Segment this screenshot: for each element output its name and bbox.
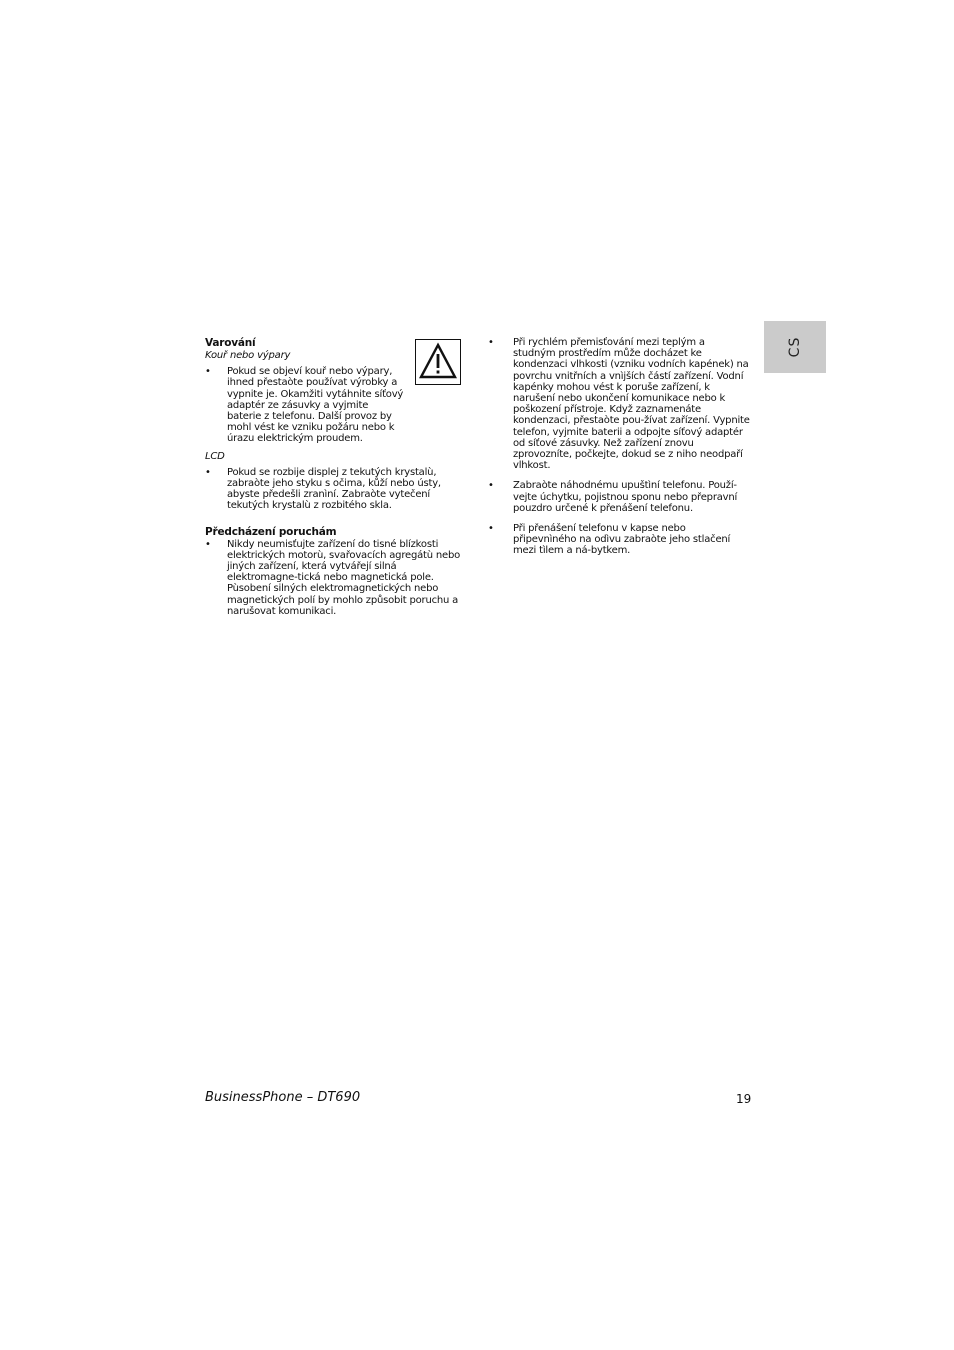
language-tab — [764, 321, 826, 373]
prevention-heading: Předcházení poruchám — [205, 525, 337, 538]
left-column — [205, 337, 465, 623]
smoke-list — [205, 366, 465, 444]
lcd-subheading: LCD — [205, 450, 225, 462]
page-number: 19 — [736, 1092, 752, 1106]
right-column — [488, 337, 750, 566]
right-list — [488, 337, 750, 557]
list-item: • Nikdy neumisťujte zařízení do tisné blízkosti elektrických motorù, svařovacích agregátù nebo jiných zařízení, která vytvářejí silná elektromagne-tická nebo magnetická pole. Pùsobení silných elektromagnetických nebo magnetických polí by mohlo způsobit poruchu a narušovat komunikaci. — [205, 539, 465, 617]
warning-heading: Varování — [205, 337, 256, 349]
lcd-list — [205, 467, 465, 512]
list-item: • Při rychlém přemisťování mezi teplým a studným prostředím může docházet ke kondenzaci vlhkosti (vzniku vodních kapének) na povrchu vnitřních a vnìjších částí zařízení. Vodní kapénky mohou vést k poruše zařízení, k narušení nebo ukončení komunikace nebo k poškození přístroje. Když zaznamenáte kondenzaci, přestaòte pou-žívat zařízení. Vypnite telefon, vyjmite baterii a odpojte síťový adaptér od síťové zásuvky. Než zařízení znovu zprovozníte, počkejte, dokud se z niho neodpaří vlhkost. — [488, 337, 750, 471]
list-item: • Pokud se objeví kouř nebo výpary, ihned přestaòte používat výrobky a vypnite je. Okamžiti vytáhnite síťový adaptér ze zásuvky a vyjmite baterie z telefonu. Další provoz by mohl vést ke vzniku požáru nebo k úrazu elektrickým proudem. — [205, 366, 465, 444]
smoke-subheading: Kouř nebo výpary — [205, 350, 291, 361]
list-item: • Při přenášení telefonu v kapse nebo připevnìného na odìvu zabraòte jeho stlačení mezi tìlem a ná-bytkem. — [488, 523, 750, 557]
list-item: • Pokud se rozbije displej z tekutých krystalù, zabraòte jeho styku s očima, kůží nebo ústy, abyste předešli zranìní. Zabraòte vytečení tekutých krystalù z rozbitého skla. — [205, 467, 465, 512]
list-item: • Zabraòte náhodnému upuštìní telefonu. Použí-vejte úchytku, pojistnou sponu nebo přepravní pouzdro určené k přenášení telefonu. — [488, 480, 750, 514]
prevention-list — [205, 539, 465, 617]
language-tab-label: CS — [787, 336, 803, 358]
footer-title: BusinessPhone – DT690 — [205, 1090, 361, 1105]
